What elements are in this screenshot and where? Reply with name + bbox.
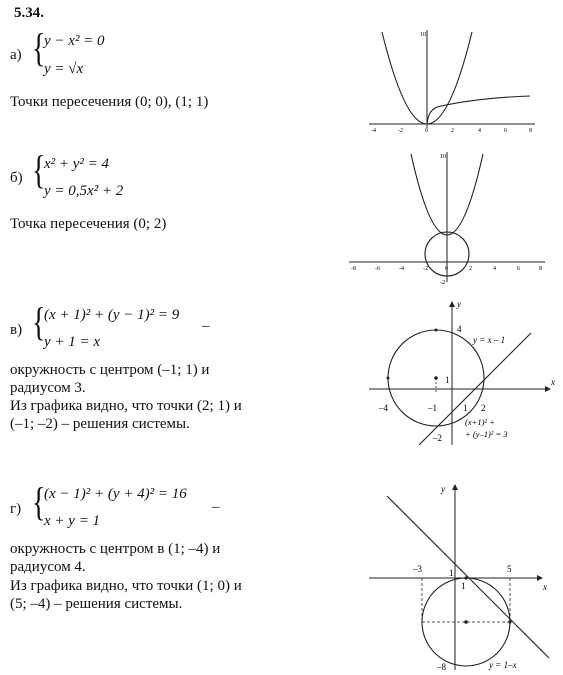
part-a-text-1: Точки пересечения (0; 0), (1; 1) (10, 94, 209, 110)
graph-v-circle-label-1: (x+1)² + (465, 417, 495, 427)
graph-v-label-m1: –1 (428, 403, 437, 413)
graph-a-xtick: 8 (529, 128, 532, 134)
graph-g-label-1: 1 (461, 581, 466, 591)
graph-b (345, 150, 550, 285)
graph-a (365, 28, 540, 140)
graph-v-axis-y: y (457, 299, 461, 309)
graph-g-line-label: y = 1–x (489, 660, 517, 670)
graph-b-xtick: 4 (493, 266, 496, 272)
graph-b-ytick-m2: -2 (440, 280, 445, 285)
graph-v-line-label: y = x – 1 (473, 335, 506, 345)
part-g-text-2: радиусом 4. (10, 559, 86, 575)
graph-v-label-2: 2 (481, 403, 486, 413)
part-v-text-3: Из графика видно, что точки (2; 1) и (10, 398, 242, 414)
graph-b-xtick: 2 (469, 266, 472, 272)
part-b-eq2: y = 0,5x² + 2 (44, 183, 124, 199)
part-g-text-3: Из графика видно, что точки (1; 0) и (10, 578, 242, 594)
graph-g-label-m3: –3 (413, 564, 422, 574)
graph-a-sqrt-curve (427, 96, 530, 124)
graph-v-circle-label-2: + (y–1)² = 3 (465, 429, 508, 439)
graph-v-label-1x: 1 (463, 403, 468, 413)
graph-a-ytick-10: 10 (420, 32, 426, 38)
graph-g-point-5-m4 (508, 620, 511, 623)
part-a-label: а) (10, 47, 22, 63)
part-v-text-1: окружность с центром (–1; 1) и (10, 362, 210, 378)
part-g-brace: { (32, 479, 46, 524)
graph-v-label-m2: –2 (433, 433, 442, 443)
part-a-eq2: y = √x (44, 61, 84, 77)
part-v-dash: – (202, 318, 210, 334)
part-v-eq1: (x + 1)² + (y − 1)² = 9 (44, 307, 180, 323)
graph-g-axis-y: y (441, 484, 445, 494)
part-g-label: г) (10, 501, 22, 517)
part-b-text-1: Точка пересечения (0; 2) (10, 216, 167, 232)
part-b-brace: { (32, 147, 46, 192)
graph-g-line (387, 496, 549, 658)
part-b-eq1: x² + y² = 4 (44, 156, 110, 172)
part-b-label: б) (10, 170, 23, 186)
part-g-text-4: (5; –4) – решения системы. (10, 596, 183, 612)
part-g-dash: – (212, 499, 220, 515)
graph-v-label-1y: 1 (445, 375, 450, 385)
part-v-brace: { (32, 299, 46, 344)
problem-number: 5.34. (14, 5, 44, 21)
graph-g (365, 478, 555, 673)
graph-g-point-1-0 (464, 576, 467, 579)
graph-g-axis-x: x (543, 582, 547, 592)
graph-b-xtick: -4 (399, 266, 404, 272)
part-v-label: в) (10, 322, 23, 338)
part-a-eq1: y − x² = 0 (44, 33, 105, 49)
part-v-text-4: (–1; –2) – решения системы. (10, 416, 190, 432)
graph-g-x-arrow (537, 575, 543, 581)
graph-b-xtick: 0 (445, 266, 448, 272)
graph-v-axis-x: x (551, 377, 555, 387)
graph-v-top-dot (435, 329, 438, 332)
part-a-brace: { (32, 25, 46, 70)
graph-v-label-4: 4 (457, 324, 462, 334)
graph-a-xtick: 4 (478, 128, 481, 134)
graph-g-y-arrow (452, 484, 458, 490)
graph-a-xtick: -4 (371, 128, 376, 134)
graph-b-xtick: 6 (517, 266, 520, 272)
part-v-text-2: радиусом 3. (10, 380, 86, 396)
graph-v (365, 295, 555, 455)
part-v-eq2: y + 1 = x (44, 334, 101, 350)
graph-b-ytick-10: 10 (440, 154, 446, 160)
part-g-eq2: x + y = 1 (44, 513, 101, 529)
graph-v-left-dot (387, 377, 390, 380)
part-g-eq1: (x − 1)² + (y + 4)² = 16 (44, 486, 187, 502)
graph-g-center-dot (464, 620, 468, 624)
part-g-text-1: окружность с центром в (1; –4) и (10, 541, 221, 557)
graph-b-xtick: 8 (539, 266, 542, 272)
graph-b-xtick: -8 (351, 266, 356, 272)
graph-b-xtick: -6 (375, 266, 380, 272)
graph-g-label-1y: 1 (449, 568, 454, 578)
graph-a-xtick: 0 (425, 128, 428, 134)
graph-v-label-m4: –4 (379, 403, 388, 413)
graph-g-label-5: 5 (507, 564, 512, 574)
graph-g-label-m8: –8 (437, 662, 446, 672)
graph-a-xtick: 6 (504, 128, 507, 134)
graph-v-y-arrow (449, 301, 455, 307)
graph-a-xtick: -2 (398, 128, 403, 134)
graph-b-xtick: -2 (423, 266, 428, 272)
graph-a-xtick: 2 (451, 128, 454, 134)
